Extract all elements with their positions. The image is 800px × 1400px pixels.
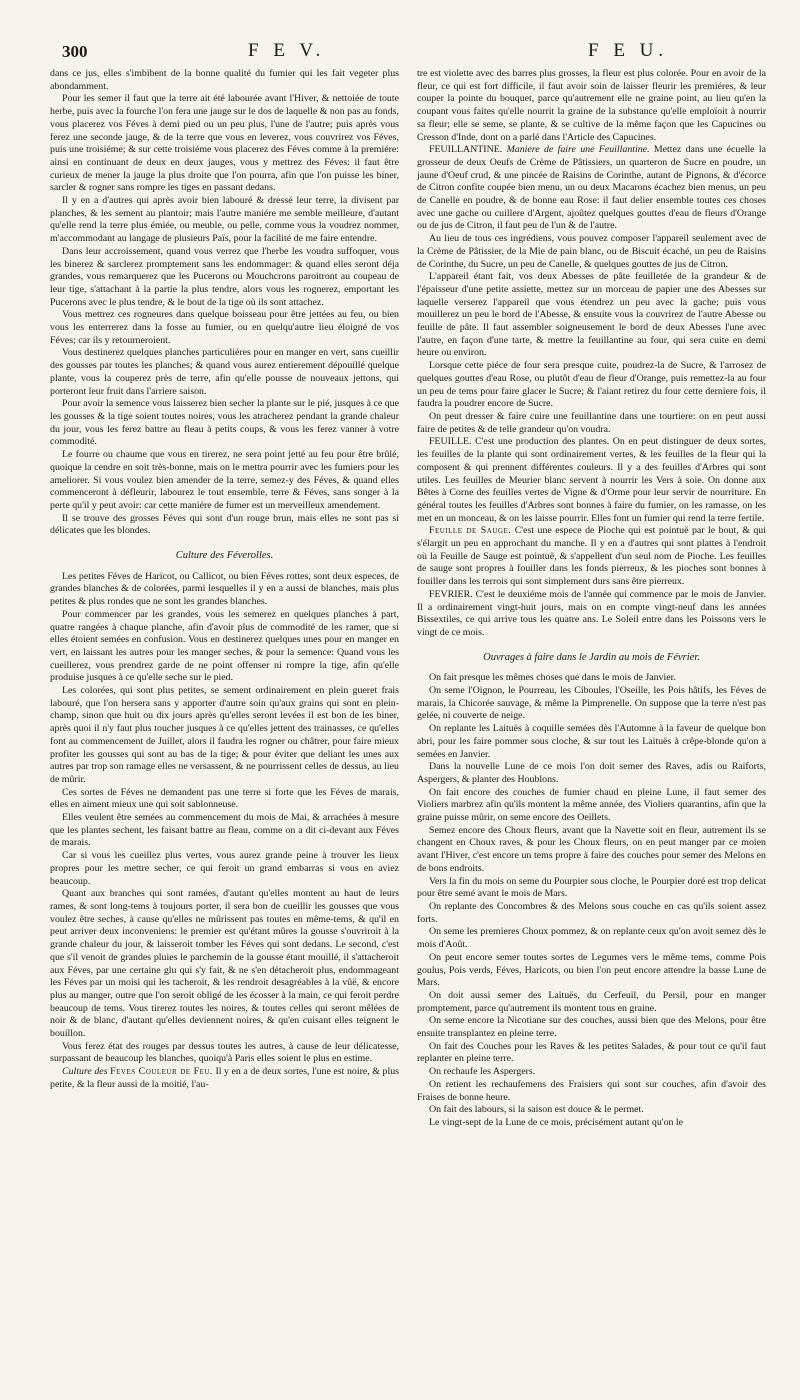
paragraph: Au lieu de tous ces ingrédiens, vous pouvez composer l'appareil seulement avec de la Crème de Pâtissier, de la Mie de pain blanc, ou de Biscuit écaché, un peu de Raisins de Corinthe, du Sucre, un peu de Canelle, & quelques gouttes de jus de Citron. <box>417 233 766 270</box>
paragraph: On doit aussi semer des Laituës, du Cerfeuil, du Persil, pour en manger promptement, parce qu'autrement ils montent tous en graine. <box>417 989 766 1014</box>
paragraph: Les colorées, qui sont plus petites, se sement ordinairement en plein gueret frais labouré, que l'on hersera sans y apporter d'autre soin qu'aux grains qui sont en plein-champ, sinon que huit ou dix jours après qu'elles seront levées il est bon de les biner, après quoi il n'y faut plus toucher jusques à ce qu'elles jettent des trainasses, ce qu'elles font au commencement de Juillet, alors il faudra les rogner ou châtrer, pour faire mieux profiter les gousses qui sont au bas de la tige; & pour éviter que deliant les unes aux autres par trop son ramage elles ne versassent, & ne pourrissent celles de dessus, au lieu de mûrir. <box>50 685 399 785</box>
paragraph: Vous mettrez ces rogneures dans quelque boisseau pour être jettées au feu, ou bien vous les enterrerez dans la fosse au fumier, ou en quelqu'autre lieu éloigné de vos Féves; car ils y retourneroient. <box>50 309 399 346</box>
paragraph: Dans leur accroissement, quand vous verrez que l'herbe les voudra suffoquer, vous les binerez & sarclerez promptement sans les endommager: & quand elles seront déja grandes, vous remarquerez que les Pucerons ou Mouchcrons paroitront au coupeau de leur tige, s'attachant à la partie la plus tendre, alors vous les rognerez, emportant les Pucerons avec le plus tendre, & le bout de la tige où ils sont attachez. <box>50 245 399 308</box>
paragraph <box>417 589 766 640</box>
paragraph: Vous destinerez quelques planches particuliéres pour en manger en vert, sans cueillir des gousses par toutes les planches; & quand vous aurez entierement dépouillé quelque plante, vous la couperez près de terre, afin qu'elle pousse de nouveaux jettons, qui porteront leur fruit dans l'arriere saison. <box>50 347 399 397</box>
entry-subtitle: Maniere de faire une Feuillantine. <box>506 144 650 156</box>
entry-heading: FEUILLE. <box>429 436 472 448</box>
paragraph: Ces sortes de Féves ne demandent pas une terre si forte que les Féves de marais, elles en aiment mieux une qui soit sablonneuse. <box>50 786 399 811</box>
paragraph: On seme encore la Nicotiane sur des couches, aussi bien que des Melons, pour être ensuite transplantez en pleine terre. <box>417 1015 766 1040</box>
paragraph: On fait encore des couches de fumier chaud en pleine Lune, il faut semer des Violiers marbrez afin qu'ils montent la même année, des Violiers quarantins, afin que la graine puisse mûrir, on seme encore des Oeillets. <box>417 786 766 824</box>
page-header <box>50 38 766 68</box>
entry-text: Il y en a de deux sortes, l'une est noire, & plus petite, & la fleur aussi de la moitié, l'au- <box>50 1066 399 1090</box>
paragraph: On seme les premieres Choux pommez, & on replante ceux qu'on avoit semez dès le mois d'Août. <box>417 926 766 951</box>
entry-text: C'est une production des plantes. On en peut distinguer de deux sortes, les feuilles de la plante qui sont ordinairement vertes, & les feuilles de la fleur qui la composent & qui prennent différentes couleurs. Il y a des feuilles d'Arbres qui sont utiles. Les feuilles de Meurier blanc servent à nourrir les Vers à soie. On donne aux Bêtes à Corne des feuilles vertes de Vigne & d'Orme pour leur servir de nourriture. En général toutes les feuilles d'Arbres sont bonnes à faire du fumier, on les ramasse, on les met en un monceau, & on les laisse pourrir. Elles font un fumier qui rend la terre fertile. <box>417 436 766 524</box>
paragraph <box>50 1066 399 1091</box>
entry-text: C'est une espece de Pioche qui est pointuë par le bout, & qui s'élargit un peu en approchant du manche. Il y en a d'autres qui sont plattes à l'endroit où la Feuille de Sauge est pointuë, & s'appellent d'un seul nom de Pioche. Les feuilles de sauge sont propres à fouiller dans les fonds pierreux, & les pioches sont bonnes à fouiller dans les terrois qui sont simplement durs sans être pierreux. <box>417 525 766 588</box>
entry-heading: FEVRIER. <box>429 588 473 600</box>
left-running-head: F E V. <box>248 40 326 61</box>
paragraph <box>417 144 766 233</box>
entry-label: Culture des <box>62 1066 108 1078</box>
paragraph: On replante des Concombres & des Melons sous couche en cas qu'ils soient assez forts. <box>417 901 766 925</box>
paragraph: On fait presque les mêmes choses que dans le mois de Janvier. <box>429 672 676 684</box>
paragraph: Il se trouve des grosses Féves qui sont d'un rouge brun, mais elles ne sont pas si délicates que les blondes. <box>50 512 399 537</box>
paragraph: Dans la nouvelle Lune de ce mois l'on doit semer des Raves, adis ou Raiforts, Aspergers, & planter des Houblons. <box>417 761 766 785</box>
right-running-head: F E U. <box>588 40 669 61</box>
paragraph: dans ce jus, elles s'imbibent de la bonne qualité du fumier qui les fait vegeter plus abondamment. <box>50 68 399 92</box>
paragraph: Lorsque cette piéce de four sera presque cuite, poudrez-la de Sucre, & l'arrosez de quelques gouttes d'eau Rose, ou plutôt d'eau de fleur d'Orange, puis remettez-la au four un peu de tems pour faire glacer le Sucre; & l'aiant retirez du four cette derniere fois, il faudra la poudrer encore de Sucre. <box>417 360 766 410</box>
paragraph <box>417 525 766 589</box>
paragraph: Pour commencer par les grandes, vous les semerez en quelques planches à part, quatre rangées à chaque planche, afin d'avoir plus de commodité de les ramer, que si elles étoient semées en confusion. Vous en destinerez quelques unes pour en manger en vert, en laissant les autres pour les manger seches, & pour la semence: Quand vous les cueillerez, vous prendrez garde de ne point offenser ni rompre la tige, afin qu'elle produise jusques à ce qu'elle seche sur le pied. <box>50 608 399 684</box>
paragraph: On retient les rechaufemens des Fraisiers qui sont sur couches, afin d'avoir des Fraises de bonne heure. <box>417 1078 766 1103</box>
entry-text: Mettez dans une écuelle la grosseur de deux Oeufs de Crème de Pâtissiers, un quarteron de Sucre en poudre, un jaune d'Oeuf crud, & une pincée de Raisins de Corinthe, autant de Pignons, & d'écorce de Citron confite coupée bien menu, un ou deux Macarons écachez bien menus, un peu de Canelle en poudre, & de bonne eau Rose: il faut delier ensemble toutes ces choses avec une gache ou cuillere d'Argent, ajoûtez quelques gouttes d'eau de fleurs d'Orange ou de jus de Citron, il faut peu de l'un & de l'autre. <box>417 144 767 232</box>
paragraph: Quant aux branches qui sont ramées, d'autant qu'elles montent au haut de leurs rames, & sont long-tems à toujours porter, il sera bon de cueillir les gousses que vous voulez être seches, à cause qu'elles ne mûrissent pas toutes en même-tems, & qu'il en peut arriver deux inconveniens: le premier est qu'étant mûres la gousse s'ouvriroit à la grande chaleur du jour, & laisseroit tomber les Féves qui sont dedans. Le second, c'est que s'il venoit de grandes pluies le parchemin de la gousse étant mouillé, il s'attacheroit aux Féves, par une certaine glu qui s'y fait, & ne s'en détacheroit plus, endommageant les Féves par un moisi qui les tacheroit, & les rendroit desagréables à la vûë, & encore plus au manger, outre que l'on seroit obligé de les écosser à la main, ce qui feroit perdre beaucoup de tems. Vous tirerez toutes les noires, & toutes celles qui seront mêlées de noir & de blanc, d'autant qu'elles deviennent noires, & qu'en cuisant elles teignent le bouillon. <box>50 888 399 1040</box>
left-column <box>50 68 399 1130</box>
paragraph: On peut dresser & faire cuire une feuillantine dans une tourtiere: on en peut aussi faire de petites & de telle grandeur qu'on voudra. <box>417 410 766 435</box>
entry-text: C'est le deuxiéme mois de l'année qui commence par le mois de Janvier. Il a ordinairement vingt-huit jours, mais on en compte vingt-neuf dans les années Bissextiles, ce qui arrive tous les quatre ans. Le Soleil entre dans les Poissons vers le vingt de ce mois. <box>417 588 766 638</box>
section-title: Ouvrages à faire dans le Jardin au mois de Février. <box>483 651 700 663</box>
paragraph: On replante les Laituës à coquille semées dès l'Automne à la faveur de quelque bon abri, pour les faire pommer sous cloche, & sur tout les Laituës à crêpe-blonde qu'on a semées en Janvier. <box>417 723 766 760</box>
paragraph: On fait des labours, si la saison est douce & le permet. <box>429 1104 644 1116</box>
right-column <box>417 68 766 1130</box>
paragraph: On fait des Couches pour les Raves & les petites Salades, & pour tout ce qu'il faut replanter en pleine terre. <box>417 1040 766 1065</box>
paragraph: On peut encore semer toutes sortes de Legumes vers le même tems, comme Pois goulus, Pois verds, Féves, Haricots, ou bien l'on peut encore attendre la basse Lune de Mars. <box>417 951 766 989</box>
page-number: 300 <box>62 42 88 61</box>
paragraph: tre est violette avec des barres plus grosses, la fleur est plus colorée. Pour en avoir de la fleur, ce qui est fort difficile, il faut avoir soin de laisser fleurir les premiéres, & leur couper la pointe du bouquet, parce qu'autrement elle ne graine point, au lieu qu'en la coupant vous faites qu'elle nourrit la graine de la substance qu'elle emploïoit à nourrir sa fleur; elle se seme, se plante, & se cultive de la même façon que les Capucines ou Cresson d'Inde, dont on a parlé dans l'Article des Capucines. <box>417 68 766 143</box>
paragraph <box>417 436 766 525</box>
paragraph: On rechaufe les Aspergers. <box>429 1066 536 1078</box>
paragraph: Pour les semer il faut que la terre ait été labourée avant l'Hiver, & nettoiée de toute herbe, puis avec la fourche l'on fera une jauge sur le dos de laquelle & non pas au fonds, vous placerez vos Féves à demi pied ou un peu plus, l'une de l'autre; puis après vous ferez une seconde jauge, & de la terre que vous en leverez, vous couvrirez vos Féves, puis une troisiéme; & sur cette troisiéme vous placerez des Féves comme à la premiére: ainsi en continuant de deux en deux jauges, vous y mettrez des Féves: il faut être curieux de mener la jauge la plus droite que l'on pourra, afin que l'on puisse les biner, sarcler & rogner sans rompre les tiges en passant dedans. <box>50 93 399 194</box>
entry-heading: Feves Couleur de Feu. <box>110 1066 213 1078</box>
section-title: Culture des Féverolles. <box>175 550 274 562</box>
paragraph: Il y en a d'autres qui après avoir bien labouré & dressé leur terre, la divisent par planches, & les sement au plantoir; mais l'autre maniére me semble meilleure, d'autant qu'elle rend la terre plus émiée, ou meuble, ou pelle, comme vous la voudrez nommer, m'accommodant au langage de plusieurs Païs, pour la facilité de me faire entendre. <box>50 195 399 245</box>
paragraph: Elles veulent être semées au commencement du mois de Mai, & arrachées à mesure que les plantes sechent, les faisant battre au fleau, comme on a dit ci-devant aux Féves de marais. <box>50 812 399 849</box>
paragraph: Semez encore des Choux fleurs, avant que la Navette soit en fleur, autrement ils se changent en Choux raves, & pour les Choux fleurs, on en peut manger par ce moien avant l'Hiver, c'est encore un tems propre à faire des couches pour semer des Melons en de bons endroits. <box>417 824 766 874</box>
paragraph: Car si vous les cueillez plus vertes, vous aurez grande peine à trouver les lieux propres pour les mettre secher, ce qui feroit un grand embarras si vous en aviez beaucoup. <box>50 850 399 887</box>
paragraph: Vers la fin du mois on seme du Pourpier sous cloche, le Pourpier doré est trop delicat pour être semé avant le mois de Mars. <box>417 875 766 900</box>
paragraph: On seme l'Oignon, le Pourreau, les Ciboules, l'Oseille, les Pois hâtifs, les Féves de marais, la Chicorée sauvage, & même la Pimprenelle. On suppose que la terre n'est pas gelée, ni couverte de neige. <box>417 685 766 722</box>
entry-heading: FEUILLANTINE. <box>429 144 503 156</box>
paragraph: Les petites Féves de Haricot, ou Callicot, ou bien Féves rottes, sont deux especes, de grandes blanches & de colorées, parmi lesquelles il y en a aussi de blanches, mais plus petites & plus rondes que ne sont les grandes blanches. <box>50 570 399 608</box>
paragraph: Le vingt-sept de la Lune de ce mois, précisément autant qu'on le <box>429 1116 684 1128</box>
paragraph: L'appareil étant fait, vos deux Abesses de pâte feuilletée de la grandeur & de l'épaisseur d'une petite assiette, mettez sur un morceau de papier une des Abesses sur laquelle verserez l'appareil que vous étendrez un peu avec la gache; puis vous mouillerez un peu le bord de l'Abesse, & ensuite vous la couvrirez de l'autre Abesse ou feuille de pâte. Il faut assembler soigneusement le bord de deux Abesses l'une avec l'autre, en façon d'une tarte, & mettre la feuillantine au four, qui sera cuite en demi heure ou environ. <box>417 271 766 359</box>
paragraph: Pour avoir la semence vous laisserez bien secher la plante sur le pié, jusques à ce que les gousses & la tige soient toutes noires, vous les atracherez pendant la grande chaleur du jour, vous les ferez battre au fleau à petits coups, & vous les ferez vanner à votre commodité. <box>50 398 399 448</box>
paragraph: Vous ferez état des rouges par dessus toutes les autres, à cause de leur délicatesse, surpassant de beaucoup les blanches, quoiqu'à Paris elles soient le plus en estime. <box>50 1040 399 1065</box>
entry-heading: Feuille de Sauge. <box>429 525 512 537</box>
paragraph: Le fourre ou chaume que vous en tirerez, ne sera point jetté au feu pour être brûlé, quoique la cendre en soit très-bonne, mais on le mettra pourrir avec les fumiers pour les ameliorer. Si vous voulez bien amender de la terre, semez-y des Féves, & quand elles commenceront à défleurir, labourez le tout ensemble, terre & Féves, sans songer à la perte qu'il y peut avoir: car cette maniére de fumer est un merveilleux amendement. <box>50 449 399 511</box>
